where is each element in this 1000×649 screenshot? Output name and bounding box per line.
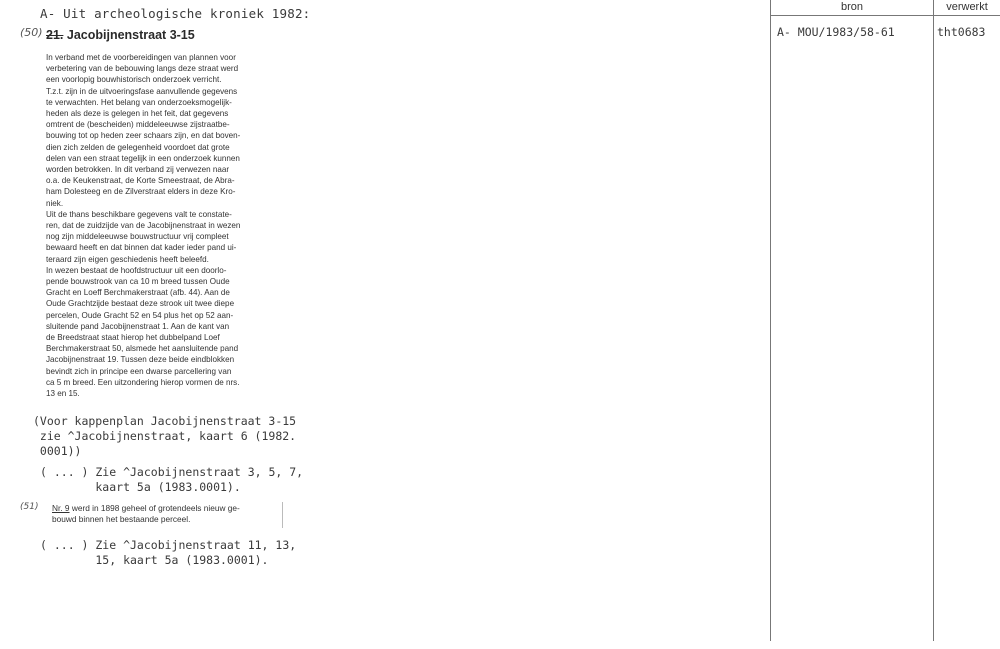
document-header: A- Uit archeologische kroniek 1982: bbox=[40, 6, 311, 21]
text-line: bevindt zich in principe een dwarse parcellering van bbox=[46, 366, 232, 376]
text-line: ( ... ) Zie ^Jacobijnenstraat 3, 5, 7, bbox=[40, 465, 304, 479]
text-line: zie ^Jacobijnenstraat, kaart 6 (1982. bbox=[33, 429, 297, 443]
text-line: de Breedstraat staat hierop het dubbelpand Loef bbox=[46, 333, 220, 343]
text-line: In verband met de voorbereidingen van plannen voor bbox=[46, 53, 236, 62]
text-line: worden betrokken. In dit verband zij verwezen naar bbox=[46, 165, 230, 175]
text-line: niek. bbox=[46, 198, 64, 208]
text-line: bouwing tot op heden zeer schaars zijn, en dat boven- bbox=[46, 131, 241, 141]
text-line: te verwachten. Het belang van onderzoeksmogelijk- bbox=[46, 97, 232, 107]
text-line: ham Dolesteeg en de Zilverstraat elders in deze Kro- bbox=[46, 187, 236, 197]
text-line: ren, dat de zuidzijde van de Jacobijnenstraat in wezen bbox=[46, 221, 241, 231]
reference-kappenplan bbox=[33, 414, 296, 459]
section-title bbox=[46, 28, 195, 42]
body-text bbox=[46, 52, 280, 399]
note-line2: bouwd binnen het bestaande perceel. bbox=[52, 514, 191, 524]
text-line: sluitende pand Jacobijnenstraat 1. Aan de kant van bbox=[46, 321, 230, 331]
text-line: 0001)) bbox=[33, 444, 82, 458]
text-line: 15, kaart 5a (1983.0001). bbox=[40, 553, 269, 567]
note-link: Nr. 9 bbox=[52, 503, 70, 513]
text-line: Uit de thans beschikbare gegevens valt te constate- bbox=[46, 209, 232, 219]
text-line: percelen, Oude Gracht 52 en 54 plus het op 52 aan- bbox=[46, 310, 234, 320]
note-number-annotation: (51) bbox=[20, 502, 39, 512]
cell-verwerkt: tht0683 bbox=[937, 25, 986, 39]
text-line: ca 5 m breed. Een uitzondering hierop vormen de nrs. bbox=[46, 377, 240, 387]
text-line: Berchmakerstraat 50, alsmede het aansluitende pand bbox=[46, 344, 239, 354]
note-margin-line bbox=[282, 502, 283, 528]
text-line: verbetering van de bebouwing langs deze straat werd bbox=[46, 64, 239, 74]
section-title-text: Jacobijnenstraat 3-15 bbox=[66, 28, 195, 42]
column-header-bron: bron bbox=[840, 1, 864, 13]
text-line: o.a. de Keukenstraat, de Korte Smeestraat, de Abra- bbox=[46, 176, 235, 186]
text-line: teraard zijn eigen geschiedenis heeft beleefd. bbox=[46, 254, 209, 264]
text-line: Oude Grachtzijde bestaat deze strook uit twee diepe bbox=[46, 299, 235, 309]
table-column-divider bbox=[933, 0, 934, 641]
section-struck-number: 21. bbox=[46, 28, 64, 42]
section-number-annotation: (50) bbox=[20, 26, 43, 39]
column-header-verwerkt: verwerkt bbox=[946, 1, 988, 13]
table-header-rule bbox=[770, 15, 1000, 16]
text-line: kaart 5a (1983.0001). bbox=[40, 480, 241, 494]
text-line: bewaard heeft en dat binnen dat kader ieder pand ui- bbox=[46, 243, 237, 253]
text-line: heden als deze is gelegen in het feit, dat gegevens bbox=[46, 109, 229, 119]
text-line: omtrent de (bescheiden) middeleeuwse zijstraatbe- bbox=[46, 120, 230, 130]
text-line: In wezen bestaat de hoofdstructuur uit een doorlo- bbox=[46, 265, 227, 275]
text-line: Gracht en Loeff Berchmakerstraat (afb. 44). Aan de bbox=[46, 288, 230, 298]
text-line: een voorlopig bouwhistorisch onderzoek verricht. bbox=[46, 75, 222, 85]
text-line: T.z.t. zijn in de uitvoeringsfase aanvullende gegevens bbox=[46, 86, 238, 96]
text-line: pende bouwstrook van ca 10 m breed tussen Oude bbox=[46, 277, 230, 287]
text-line: Jacobijnenstraat 19. Tussen deze beide eindblokken bbox=[46, 355, 235, 365]
text-line: delen van een straat tegelijk in een onderzoek kunnen bbox=[46, 153, 240, 163]
text-line: (Voor kappenplan Jacobijnenstraat 3-15 bbox=[33, 414, 297, 428]
text-line: nog zijn middeleeuwse bouwstructuur vrij compleet bbox=[46, 232, 229, 242]
text-line: dien zich zelden de gelegenheid voordoet dat grote bbox=[46, 142, 230, 152]
reference-jacobijnenstraat-11-13-15 bbox=[40, 538, 296, 568]
text-line: ( ... ) Zie ^Jacobijnenstraat 11, 13, bbox=[40, 538, 297, 552]
table-left-border bbox=[770, 0, 771, 641]
cell-bron: A- MOU/1983/58-61 bbox=[777, 25, 895, 39]
note-nr-9 bbox=[52, 503, 240, 525]
note-line1: werd in 1898 geheel of grotendeels nieuw ge- bbox=[69, 503, 240, 513]
reference-jacobijnenstraat-3-5-7 bbox=[40, 465, 303, 495]
text-line: 13 en 15. bbox=[46, 389, 80, 399]
